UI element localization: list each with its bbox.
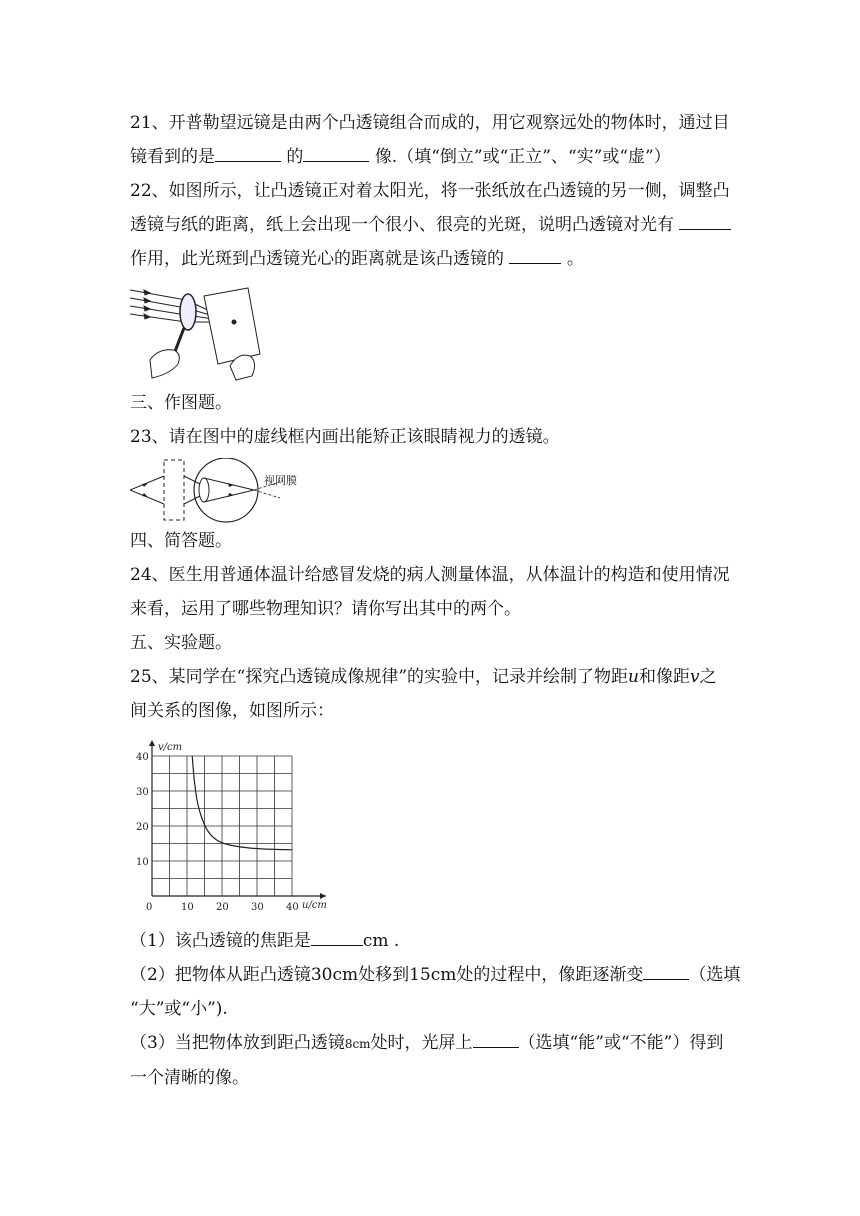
q25-sub2-text-a: （2）把物体从距凸透镜 bbox=[130, 965, 311, 985]
x-axis-label: u/cm bbox=[302, 900, 327, 911]
uv-curve bbox=[192, 756, 292, 850]
q25-blank-2[interactable] bbox=[643, 961, 689, 980]
q25-blank-3[interactable] bbox=[473, 1029, 519, 1048]
document-page bbox=[130, 106, 741, 1095]
section-5-heading: 五、实验题。 bbox=[130, 633, 232, 653]
x-tick-label: 10 bbox=[181, 902, 194, 913]
q25-sub3-text-a: （3）当把物体放到距凸透镜 bbox=[130, 1033, 345, 1053]
q25-text-b: 和像距 bbox=[638, 667, 690, 687]
y-axis-arrow bbox=[149, 740, 155, 746]
y-tick-label: 10 bbox=[136, 857, 149, 868]
q25-sub2-value-15: 15cm bbox=[409, 965, 457, 985]
x-tick-label: 30 bbox=[251, 902, 264, 913]
section-4-heading: 四、简答题。 bbox=[130, 531, 232, 551]
q25-sub1-text-b: cm . bbox=[362, 931, 400, 951]
q21-blank-2[interactable] bbox=[303, 143, 369, 162]
q25-text-a: 25、某同学在“探究凸透镜成像规律”的实验中，记录并绘制了物距 bbox=[130, 667, 629, 687]
x-tick-label: 40 bbox=[286, 902, 299, 913]
q21-text-c: 像.（填“倒立”或“正立”、“实”或“虚”） bbox=[374, 147, 671, 167]
eye-diagram bbox=[130, 458, 310, 524]
q25-blank-1[interactable] bbox=[311, 927, 363, 946]
lens-sunlight-illustration bbox=[130, 282, 270, 382]
q25-sub3 bbox=[130, 1026, 730, 1061]
dashed-lens-box bbox=[164, 460, 184, 520]
q21-text-a: 镜看到的是 bbox=[130, 147, 215, 167]
q21-text-b: 的 bbox=[286, 147, 304, 167]
symbol-v: v bbox=[689, 667, 700, 687]
q25-sub2 bbox=[130, 958, 741, 992]
q24-line1: 24、医生用普通体温计给感冒发烧的病人测量体温，从体温计的构造和使用情况 bbox=[130, 565, 730, 585]
y-axis-label: v/cm bbox=[158, 742, 183, 753]
q22-text-a: 透镜与纸的距离，纸上会出现一个很小、很亮的光斑，说明凸透镜对光有 bbox=[130, 215, 674, 235]
x-tick-label: 0 bbox=[146, 902, 153, 913]
q25-sub2-text-d: （选填 bbox=[689, 965, 741, 985]
eye-lens bbox=[199, 478, 209, 502]
q25-sub3-text-c: （选填“能”或“不能”）得到 bbox=[518, 1033, 724, 1053]
eye-figure bbox=[130, 458, 730, 518]
y-tick-label: 40 bbox=[136, 752, 149, 763]
uv-chart bbox=[130, 738, 340, 918]
q25-sub2-text-c: 处的过程中，像距逐渐变 bbox=[456, 965, 644, 985]
x-axis-arrow bbox=[320, 893, 326, 899]
sunlight-lens-figure bbox=[130, 282, 730, 382]
q25-sub1-text-a: （1）该凸透镜的焦距是 bbox=[130, 931, 311, 951]
q25-sub3-cont: 一个清晰的像。 bbox=[130, 1068, 249, 1088]
section-3-heading: 三、作图题。 bbox=[130, 393, 232, 413]
q25-line1 bbox=[130, 660, 730, 694]
q25-line2: 间关系的图像，如图所示： bbox=[130, 701, 334, 721]
y-tick-label: 30 bbox=[136, 787, 149, 798]
q22-text-b: 作用，此光斑到凸透镜光心的距离就是该凸透镜的 bbox=[130, 249, 504, 269]
q23-line1: 23、请在图中的虚线框内画出能矫正该眼睛视力的透镜。 bbox=[130, 427, 560, 447]
q22-line1: 22、如图所示，让凸透镜正对着太阳光，将一张纸放在凸透镜的另一侧，调整凸 bbox=[130, 181, 730, 201]
q22-blank-1[interactable] bbox=[679, 211, 731, 230]
q25-sub2-cont: “大”或“小”). bbox=[130, 999, 228, 1019]
q24-line2: 来看，运用了哪些物理知识？请你写出其中的两个。 bbox=[130, 599, 521, 619]
q21-blank-1[interactable] bbox=[215, 143, 281, 162]
chart-grid bbox=[152, 756, 292, 896]
q25-text-c: 之 bbox=[699, 667, 717, 687]
q22-line2 bbox=[130, 208, 730, 242]
q25-sub1 bbox=[130, 924, 730, 958]
chart-axes bbox=[149, 740, 326, 899]
q25-sub2-text-b: 处移到 bbox=[358, 965, 410, 985]
q22-blank-2[interactable] bbox=[509, 245, 561, 264]
q21-line2 bbox=[130, 140, 730, 174]
q22-line3 bbox=[130, 242, 730, 276]
eyeball bbox=[194, 458, 258, 522]
y-tick-label: 20 bbox=[136, 822, 149, 833]
symbol-u: u bbox=[628, 667, 639, 687]
q25-sub3-value-8: 8cm bbox=[344, 1037, 371, 1051]
x-tick-label: 20 bbox=[216, 902, 229, 913]
q22-text-c: 。 bbox=[566, 249, 584, 269]
q21-line1: 21、开普勒望远镜是由两个凸透镜组合而成的，用它观察远处的物体时，通过目 bbox=[130, 113, 730, 133]
retina-label: 视网膜 bbox=[264, 474, 297, 487]
uv-graph-figure bbox=[130, 738, 730, 918]
q25-sub3-text-b: 处时，光屏上 bbox=[370, 1033, 473, 1053]
q25-sub2-value-30: 30cm bbox=[310, 965, 359, 985]
